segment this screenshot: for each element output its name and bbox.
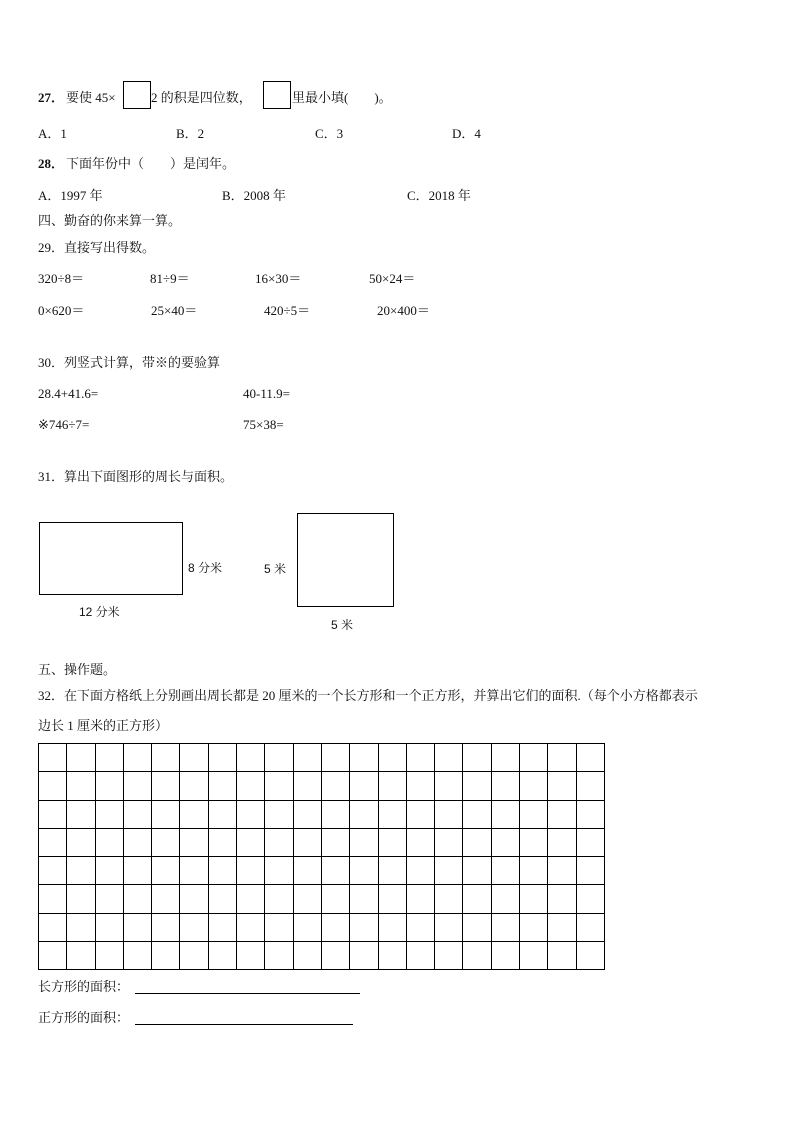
grid-cell[interactable] <box>463 800 491 828</box>
grid-cell[interactable] <box>548 942 576 970</box>
grid-cell[interactable] <box>208 913 236 941</box>
grid-cell[interactable] <box>123 744 151 772</box>
grid-cell[interactable] <box>406 828 434 856</box>
grid-cell[interactable] <box>548 800 576 828</box>
q27-option-c[interactable]: C．3 <box>315 126 344 141</box>
grid-cell[interactable] <box>435 857 463 885</box>
grid-cell[interactable] <box>576 913 604 941</box>
grid-cell[interactable] <box>293 772 321 800</box>
grid-cell[interactable] <box>208 885 236 913</box>
grid-cell[interactable] <box>321 800 349 828</box>
grid-cell[interactable] <box>576 800 604 828</box>
grid-cell[interactable] <box>95 772 123 800</box>
grid-cell[interactable] <box>180 828 208 856</box>
grid-row <box>39 885 605 913</box>
grid-cell[interactable] <box>435 800 463 828</box>
grid-cell[interactable] <box>520 828 548 856</box>
grid-cell[interactable] <box>321 828 349 856</box>
grid-cell[interactable] <box>520 744 548 772</box>
grid-cell[interactable] <box>293 857 321 885</box>
q27-text-a: 要使 45× <box>66 90 116 105</box>
grid-cell[interactable] <box>406 942 434 970</box>
grid-cell[interactable] <box>180 913 208 941</box>
q27-option-d[interactable]: D．4 <box>452 126 481 141</box>
grid-cell[interactable] <box>491 800 519 828</box>
grid-cell[interactable] <box>208 744 236 772</box>
grid-cell[interactable] <box>123 828 151 856</box>
grid-cell[interactable] <box>152 772 180 800</box>
q29-r2-c4: 20×400＝ <box>377 303 430 318</box>
grid-cell[interactable] <box>39 800 67 828</box>
grid-cell[interactable] <box>548 885 576 913</box>
grid-cell[interactable] <box>123 857 151 885</box>
grid-cell[interactable] <box>576 744 604 772</box>
grid-cell[interactable] <box>491 857 519 885</box>
grid-cell[interactable] <box>123 772 151 800</box>
grid-cell[interactable] <box>67 828 95 856</box>
grid-cell[interactable] <box>378 744 406 772</box>
q31-rectangle-figure <box>39 522 183 595</box>
grid-cell[interactable] <box>237 857 265 885</box>
grid-cell[interactable] <box>293 744 321 772</box>
grid-cell[interactable] <box>321 744 349 772</box>
grid-cell[interactable] <box>123 942 151 970</box>
q28-option-c[interactable]: C．2018 年 <box>407 188 471 203</box>
grid-cell[interactable] <box>520 800 548 828</box>
grid-cell[interactable] <box>208 857 236 885</box>
grid-cell[interactable] <box>576 942 604 970</box>
grid-cell[interactable] <box>491 942 519 970</box>
grid-cell[interactable] <box>463 885 491 913</box>
grid-cell[interactable] <box>520 857 548 885</box>
grid-cell[interactable] <box>237 913 265 941</box>
grid-cell[interactable] <box>520 942 548 970</box>
grid-cell[interactable] <box>67 942 95 970</box>
grid-cell[interactable] <box>265 772 293 800</box>
grid-cell[interactable] <box>237 772 265 800</box>
grid-cell[interactable] <box>67 800 95 828</box>
grid-cell[interactable] <box>67 885 95 913</box>
grid-cell[interactable] <box>406 800 434 828</box>
grid-cell[interactable] <box>293 885 321 913</box>
q29-r2-c2: 25×40＝ <box>151 303 198 318</box>
q30-item-3: ※746÷7= <box>38 417 90 432</box>
grid-cell[interactable] <box>293 800 321 828</box>
grid-cell[interactable] <box>491 828 519 856</box>
q31-rect-width-label: 12 分米 <box>79 605 120 619</box>
grid-cell[interactable] <box>463 744 491 772</box>
grid-cell[interactable] <box>95 913 123 941</box>
grid-cell[interactable] <box>576 857 604 885</box>
q31-title: 31．算出下面图形的周长与面积。 <box>38 469 234 484</box>
q31-square-side-label: 5 米 <box>264 562 287 576</box>
q31-rect-height-label: 8 分米 <box>188 561 223 575</box>
q32-rect-area-answer-line[interactable] <box>135 993 360 994</box>
q27-blank-box-2[interactable] <box>263 81 291 109</box>
grid-cell[interactable] <box>491 885 519 913</box>
grid-cell[interactable] <box>180 857 208 885</box>
grid-cell[interactable] <box>520 913 548 941</box>
grid-cell[interactable] <box>350 744 378 772</box>
grid-cell[interactable] <box>152 942 180 970</box>
grid-cell[interactable] <box>95 744 123 772</box>
q32-text-line-2: 边长 1 厘米的正方形） <box>38 718 169 733</box>
grid-cell[interactable] <box>293 828 321 856</box>
grid-cell[interactable] <box>576 885 604 913</box>
q27-blank-box-1[interactable] <box>123 81 151 109</box>
q28-option-b[interactable]: B．2008 年 <box>222 188 286 203</box>
q29-r2-c3: 420÷5＝ <box>264 303 311 318</box>
grid-cell[interactable] <box>67 857 95 885</box>
grid-cell[interactable] <box>180 885 208 913</box>
grid-cell[interactable] <box>152 800 180 828</box>
grid-cell[interactable] <box>378 942 406 970</box>
grid-cell[interactable] <box>463 913 491 941</box>
grid-cell[interactable] <box>350 913 378 941</box>
q30-item-4: 75×38= <box>243 417 284 432</box>
grid-row <box>39 913 605 941</box>
q32-square-grid[interactable] <box>38 743 605 970</box>
grid-cell[interactable] <box>265 857 293 885</box>
grid-cell[interactable] <box>463 772 491 800</box>
grid-cell[interactable] <box>123 913 151 941</box>
q28-option-a[interactable]: A．1997 年 <box>38 188 103 203</box>
q29-r2-c1: 0×620＝ <box>38 303 85 318</box>
grid-cell[interactable] <box>123 885 151 913</box>
q27-number: 27． <box>38 90 65 105</box>
grid-cell[interactable] <box>39 828 67 856</box>
grid-cell[interactable] <box>321 772 349 800</box>
grid-cell[interactable] <box>435 885 463 913</box>
grid-cell[interactable] <box>321 885 349 913</box>
grid-cell[interactable] <box>152 828 180 856</box>
grid-cell[interactable] <box>463 828 491 856</box>
grid-cell[interactable] <box>208 772 236 800</box>
grid-cell[interactable] <box>491 772 519 800</box>
grid-cell[interactable] <box>548 828 576 856</box>
grid-cell[interactable] <box>237 800 265 828</box>
grid-cell[interactable] <box>208 800 236 828</box>
grid-cell[interactable] <box>123 800 151 828</box>
grid-cell[interactable] <box>435 772 463 800</box>
grid-cell[interactable] <box>95 828 123 856</box>
grid-cell[interactable] <box>265 913 293 941</box>
grid-cell[interactable] <box>95 942 123 970</box>
grid-cell[interactable] <box>435 913 463 941</box>
q32-text-line-1: 32．在下面方格纸上分别画出周长都是 20 厘米的一个长方形和一个正方形，并算出它们的面积.（每个小方格都表示 <box>38 688 698 703</box>
grid-cell[interactable] <box>67 744 95 772</box>
grid-cell[interactable] <box>67 913 95 941</box>
grid-cell[interactable] <box>406 744 434 772</box>
grid-cell[interactable] <box>350 942 378 970</box>
grid-cell[interactable] <box>463 942 491 970</box>
q30-item-1: 28.4+41.6= <box>38 386 99 401</box>
grid-cell[interactable] <box>435 942 463 970</box>
grid-cell[interactable] <box>180 772 208 800</box>
grid-cell[interactable] <box>548 744 576 772</box>
grid-row <box>39 828 605 856</box>
grid-cell[interactable] <box>548 913 576 941</box>
q29-r1-c1: 320÷8＝ <box>38 271 85 286</box>
grid-cell[interactable] <box>237 942 265 970</box>
q32-square-area-answer-line[interactable] <box>135 1024 353 1025</box>
grid-cell[interactable] <box>520 772 548 800</box>
grid-cell[interactable] <box>265 828 293 856</box>
grid-cell[interactable] <box>180 942 208 970</box>
grid-cell[interactable] <box>350 857 378 885</box>
grid-cell[interactable] <box>293 913 321 941</box>
grid-cell[interactable] <box>265 942 293 970</box>
grid-row <box>39 942 605 970</box>
q30-title: 30．列竖式计算，带※的要验算 <box>38 355 221 370</box>
grid-cell[interactable] <box>152 885 180 913</box>
grid-cell[interactable] <box>435 828 463 856</box>
grid-cell[interactable] <box>180 800 208 828</box>
grid-cell[interactable] <box>265 800 293 828</box>
grid-cell[interactable] <box>406 857 434 885</box>
q29-r1-c3: 16×30＝ <box>255 271 302 286</box>
grid-cell[interactable] <box>39 885 67 913</box>
grid-cell[interactable] <box>463 857 491 885</box>
grid-cell[interactable] <box>67 772 95 800</box>
grid-cell[interactable] <box>378 772 406 800</box>
grid-cell[interactable] <box>576 828 604 856</box>
grid-cell[interactable] <box>321 913 349 941</box>
grid-cell[interactable] <box>265 885 293 913</box>
grid-cell[interactable] <box>39 857 67 885</box>
grid-cell[interactable] <box>95 857 123 885</box>
q28-number: 28． <box>38 156 65 171</box>
grid-cell[interactable] <box>321 942 349 970</box>
grid-cell[interactable] <box>378 885 406 913</box>
q27-text-c: 里最小填( )。 <box>292 90 392 105</box>
grid-cell[interactable] <box>406 772 434 800</box>
q28-text: 下面年份中（ ）是闰年。 <box>66 156 236 171</box>
grid-cell[interactable] <box>406 885 434 913</box>
q27-option-a[interactable]: A．1 <box>38 126 67 141</box>
q32-square-area-label: 正方形的面积： <box>38 1010 130 1025</box>
q27-option-b[interactable]: B．2 <box>176 126 205 141</box>
grid-row <box>39 800 605 828</box>
grid-cell[interactable] <box>237 828 265 856</box>
grid-cell[interactable] <box>95 885 123 913</box>
q29-r1-c2: 81÷9＝ <box>150 271 190 286</box>
grid-cell[interactable] <box>378 913 406 941</box>
grid-cell[interactable] <box>350 800 378 828</box>
grid-cell[interactable] <box>39 744 67 772</box>
grid-cell[interactable] <box>350 885 378 913</box>
q27-text-b: 2 的积是四位数， <box>151 90 252 105</box>
grid-cell[interactable] <box>152 857 180 885</box>
grid-cell[interactable] <box>406 913 434 941</box>
grid-cell[interactable] <box>378 857 406 885</box>
grid-cell[interactable] <box>520 885 548 913</box>
grid-cell[interactable] <box>548 857 576 885</box>
grid-row <box>39 744 605 772</box>
grid-cell[interactable] <box>208 828 236 856</box>
q31-square-bottom-label: 5 米 <box>331 618 354 632</box>
grid-cell[interactable] <box>237 885 265 913</box>
grid-cell[interactable] <box>95 800 123 828</box>
q31-square-figure <box>297 513 394 607</box>
section-4-heading: 四、勤奋的你来算一算。 <box>38 213 182 228</box>
grid-cell[interactable] <box>152 744 180 772</box>
grid-cell[interactable] <box>180 744 208 772</box>
q29-title: 29．直接写出得数。 <box>38 240 156 255</box>
grid-cell[interactable] <box>435 744 463 772</box>
grid-row <box>39 857 605 885</box>
grid-cell[interactable] <box>237 744 265 772</box>
grid-row <box>39 772 605 800</box>
grid-cell[interactable] <box>152 913 180 941</box>
grid-cell[interactable] <box>548 772 576 800</box>
section-5-heading: 五、操作题。 <box>38 662 117 677</box>
grid-cell[interactable] <box>576 772 604 800</box>
grid-cell[interactable] <box>378 828 406 856</box>
grid-cell[interactable] <box>265 744 293 772</box>
q30-item-2: 40-11.9= <box>243 386 290 401</box>
grid-cell[interactable] <box>350 772 378 800</box>
grid-cell[interactable] <box>39 772 67 800</box>
grid-cell[interactable] <box>491 913 519 941</box>
grid-cell[interactable] <box>39 913 67 941</box>
grid-cell[interactable] <box>491 744 519 772</box>
q32-rect-area-label: 长方形的面积： <box>38 979 130 994</box>
grid-cell[interactable] <box>293 942 321 970</box>
grid-cell[interactable] <box>350 828 378 856</box>
grid-cell[interactable] <box>321 857 349 885</box>
grid-cell[interactable] <box>378 800 406 828</box>
grid-cell[interactable] <box>39 942 67 970</box>
q29-r1-c4: 50×24＝ <box>369 271 416 286</box>
grid-cell[interactable] <box>208 942 236 970</box>
